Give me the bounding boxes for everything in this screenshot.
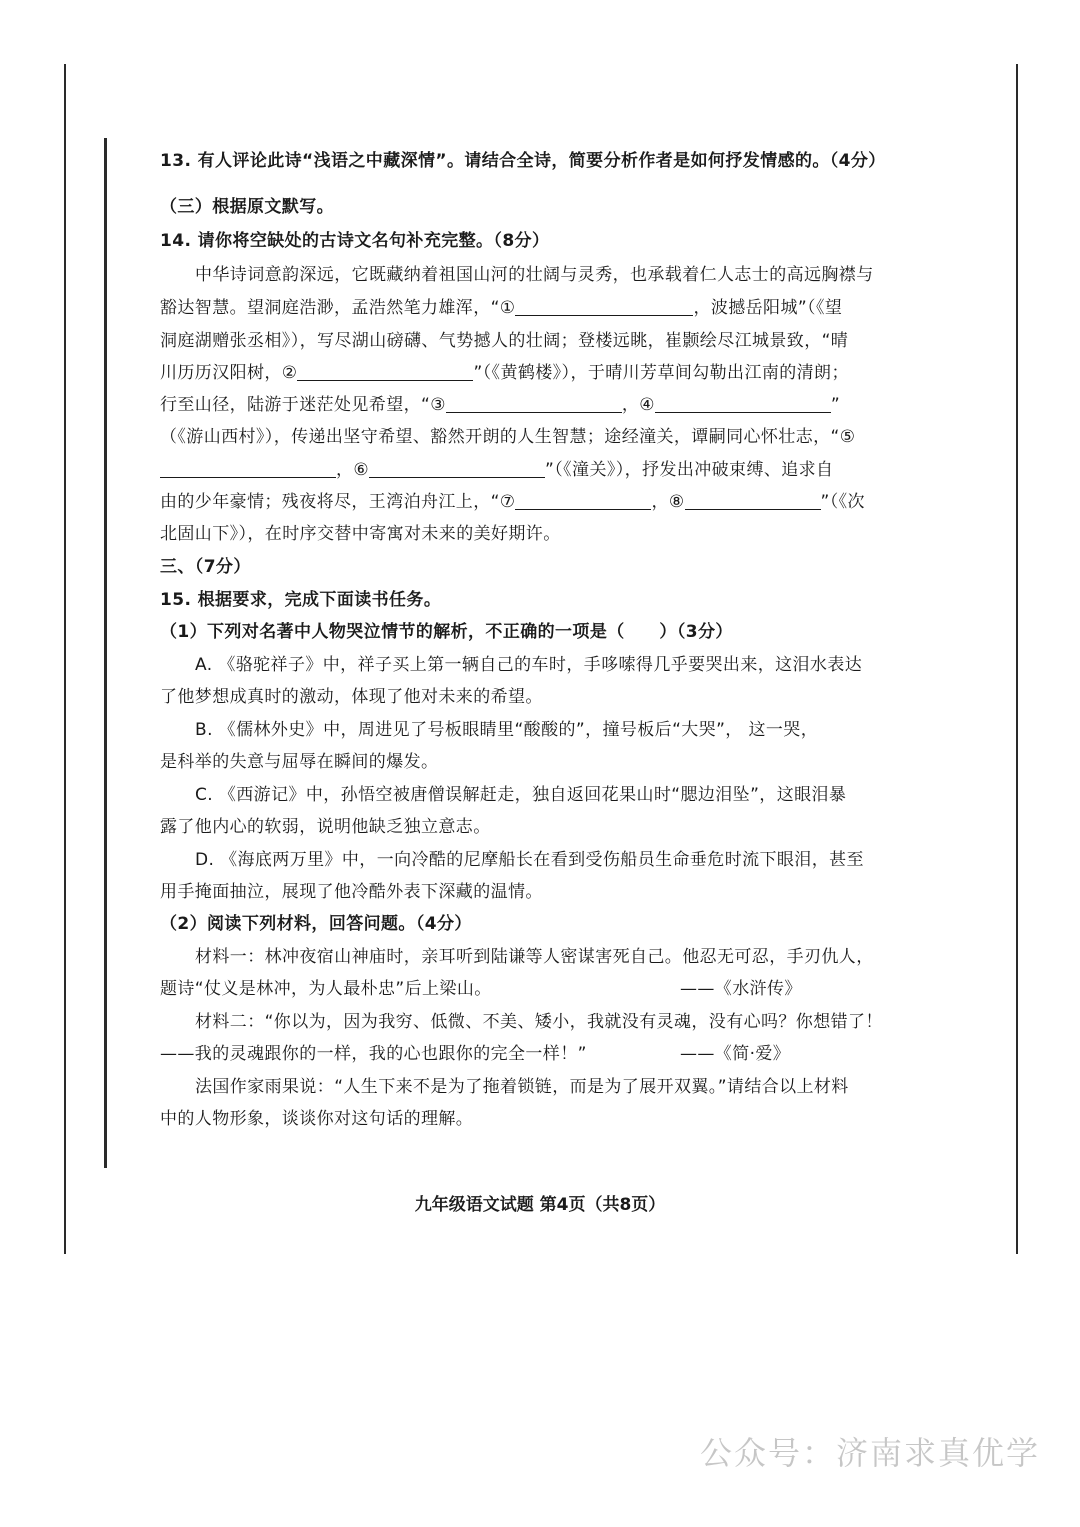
option-d-line-2: 用手掩面抽泣，展现了他冷酷外表下深藏的温情。	[160, 882, 543, 902]
answer-blank-7[interactable]	[515, 492, 651, 510]
q14-text-line-1: 中华诗词意韵深远，它既藏纳着祖国山河的壮阔与灵秀，也承载着仁人志士的高远胸襟与	[195, 265, 874, 285]
q14-line5-a: 行至山径，陆游于迷茫处见希望，“③	[160, 395, 446, 415]
option-a-line-2: 了他梦想成真时的激动，体现了他对未来的希望。	[160, 687, 543, 707]
q14-line8-c: ”（《次	[820, 492, 865, 512]
watermark: 公众号：济南求真优学	[700, 1434, 1041, 1472]
q14-text-line-2	[160, 293, 842, 318]
material-1-line-2: 题诗“仗义是林冲，为人最朴忠”后上梁山。	[160, 979, 492, 999]
material-2-line-1: 材料二：“你以为，因为我穷、低微、不美、矮小，我就没有灵魂，没有心吗？你想错了！	[195, 1012, 883, 1032]
q14-text-line-8	[160, 487, 865, 512]
q14-text-line-5	[160, 390, 840, 415]
q14-line5-c: ”	[830, 395, 841, 415]
q14-line5-b: ，④	[621, 395, 655, 415]
option-c-line-2: 露了他内心的软弱，说明他缺乏独立意志。	[160, 817, 491, 837]
question-13: 13. 有人评论此诗“浅语之中藏深情”。请结合全诗，简要分析作者是如何抒发情感的。（4分）	[160, 151, 886, 171]
answer-blank-2[interactable]	[297, 363, 473, 381]
answer-blank-1[interactable]	[515, 298, 693, 316]
material-2-line-2: ——我的灵魂跟你的一样，我的心也跟你的完全一样！”	[160, 1044, 587, 1064]
q14-line2-b: ，波撼岳阳城”（《望	[693, 298, 843, 318]
hugo-prompt-line-1: 法国作家雨果说：“人生下来不是为了拖着锁链，而是为了展开双翼。”请结合以上材料	[195, 1077, 849, 1097]
q14-line8-b: ，⑧	[651, 492, 685, 512]
left-margin-line-bold	[104, 138, 107, 1168]
q14-line7-b: ”（《潼关》），抒发出冲破束缚、追求自	[545, 460, 834, 480]
material-1-source: ——《水浒传》	[680, 979, 802, 999]
q14-text-line-7	[160, 455, 833, 480]
material-1-line-1: 材料一：林冲夜宿山神庙时，亲耳听到陆谦等人密谋害死自己。他忍无可忍，手刃仇人，	[195, 947, 874, 967]
q14-text-line-9: 北固山下》），在时序交替中寄寓对未来的美好期许。	[160, 524, 561, 544]
q14-text-line-3: 洞庭湖赠张丞相》），写尽湖山磅礴、气势撼人的壮阔；登楼远眺，崔颢绘尽江城景致，“晴	[160, 331, 849, 351]
q14-line8-a: 由的少年豪情；残夜将尽，王湾泊舟江上，“⑦	[160, 492, 516, 512]
option-c-line-1: C. 《西游记》中，孙悟空被唐僧误解赶走，独自返回花果山时“腮边泪坠”，这眼泪暴	[195, 785, 847, 805]
page-footer: 九年级语文试题 第4页（共8页）	[414, 1195, 666, 1215]
question-15: 15. 根据要求，完成下面读书任务。	[160, 590, 442, 610]
q14-line7-a: ，⑥	[336, 460, 370, 480]
option-b-line-1: B. 《儒林外史》中，周进见了号板眼睛里“酸酸的”，撞号板后“大哭”， 这一哭，	[195, 720, 819, 740]
material-2-source: ——《简·爱》	[680, 1044, 791, 1064]
question-15-1: （1）下列对名著中人物哭泣情节的解析，不正确的一项是（ ）（3分）	[160, 622, 733, 642]
q14-line2-a: 豁达智慧。望洞庭浩渺，孟浩然笔力雄浑，“①	[160, 298, 516, 318]
answer-blank-5[interactable]	[160, 460, 336, 478]
hugo-prompt-line-2: 中的人物形象，谈谈你对这句话的理解。	[160, 1109, 474, 1129]
option-b-line-2: 是科举的失意与屈辱在瞬间的爆发。	[160, 752, 439, 772]
answer-blank-6[interactable]	[369, 460, 545, 478]
question-15-2: （2）阅读下列材料，回答问题。（4分）	[160, 914, 472, 934]
q14-line4-a: 川历历汉阳树，②	[160, 363, 298, 383]
q14-text-line-4	[160, 358, 849, 383]
answer-blank-8[interactable]	[685, 492, 821, 510]
question-14: 14. 请你将空缺处的古诗文名句补充完整。（8分）	[160, 231, 550, 251]
q14-line4-b: ”（《黄鹤楼》），于晴川芳草间勾勒出江南的清朗；	[473, 363, 849, 383]
right-margin-line	[1016, 64, 1018, 1254]
answer-blank-4[interactable]	[655, 395, 831, 413]
part-3-heading: 三、（7分）	[160, 557, 251, 577]
section-3-heading: （三）根据原文默写。	[160, 197, 334, 217]
q14-text-line-6: （《游山西村》），传递出坚守希望、豁然开朗的人生智慧；途经潼关，谭嗣同心怀壮志，“⑤	[160, 427, 856, 447]
option-a-line-1: A. 《骆驼祥子》中，祥子买上第一辆自己的车时，手哆嗦得几乎要哭出来，这泪水表达	[195, 655, 863, 675]
option-d-line-1: D. 《海底两万里》中，一向冷酷的尼摩船长在看到受伤船员生命垂危时流下眼泪，甚至	[195, 850, 864, 870]
left-margin-line	[64, 64, 66, 1254]
answer-blank-3[interactable]	[446, 395, 622, 413]
